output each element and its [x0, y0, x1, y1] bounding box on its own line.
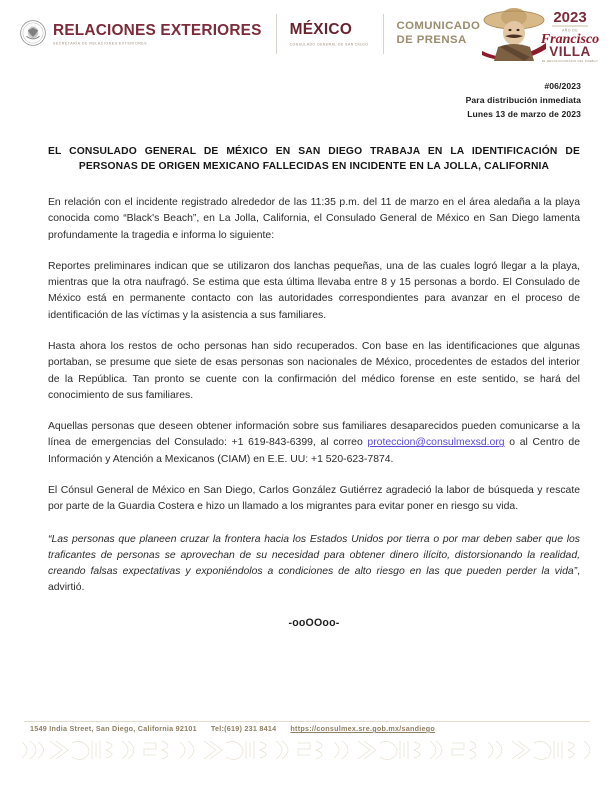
footer-website-link[interactable]: https://consulmex.sre.gob.mx/sandiego [290, 724, 436, 733]
release-reference-number: #06/2023 [544, 81, 581, 91]
footer-divider-rule [24, 721, 590, 722]
svg-text:2023: 2023 [553, 9, 587, 26]
document-header [0, 0, 614, 68]
sre-brand-block [53, 23, 262, 46]
consul-quote [48, 532, 580, 597]
document-footer [0, 713, 614, 785]
svg-text:EL REVOLUCIONARIO DEL PUEBLO: EL REVOLUCIONARIO DEL PUEBLO [542, 59, 599, 63]
paragraph-4 [48, 419, 580, 468]
paragraph-1: En relación con el incidente registrado alrededor de las 11:35 p.m. del 11 de marzo en el área aledaña a la playa conocida como “Black's Beach”, en La Jolla, California, el Consulado General de México en San Diego lamenta profundamente la tragedia e informa lo siguiente: [48, 197, 580, 241]
release-meta-block [0, 80, 614, 122]
sre-subtitle: SECRETARÍA DE RELACIONES EXTERIORES [53, 41, 148, 46]
comunicado-line-2: DE PRENSA [396, 34, 467, 46]
paragraph-4-text-after: o al Centro de Información y Atención a Mexicanos (CIAM) en E.E. UU: +1 520-623-7874. [48, 437, 580, 465]
page-title: EL CONSULADO GENERAL DE MÉXICO EN SAN DIEGO TRABAJA EN LA IDENTIFICACIÓN DE PERSONAS DE ORIGEN MEXICANO FALLECIDAS EN INCIDENTE EN LA JOLLA, CALIFORNIA [48, 145, 580, 173]
release-distribution-note: Para distribución inmediata [465, 94, 581, 105]
svg-text:Francisco: Francisco [541, 32, 600, 47]
press-release-body [0, 144, 614, 629]
protection-email-link[interactable]: proteccion@consulmexsd.org [367, 437, 505, 449]
mexico-title: MÉXICO [289, 21, 353, 39]
francisco-villa-2023-logo [480, 3, 608, 65]
comunicado-line-1: COMUNICADO [396, 20, 481, 33]
footer-phone: Tel:(619) 231 8414 [210, 724, 277, 733]
mexican-eagle-seal-icon [20, 20, 46, 46]
header-divider-1 [276, 14, 277, 54]
release-date: Lunes 13 de marzo de 2023 [467, 108, 581, 119]
paragraph-5: El Cónsul General de México en San Diego, Carlos González Gutiérrez agradeció la labor de búsqueda y rescate por parte de la Guardia Costera e hizo un llamado a los migrantes para evitar poner en riesgo su vida. [48, 484, 580, 513]
paragraph-4-text-before: Aquellas personas que deseen obtener información sobre sus familiares desaparecidos pueden comunicarse a la línea de emergencias del Consulado: +1 619-843-6399, al correo [48, 421, 580, 449]
comunicado-de-prensa-label [397, 20, 481, 48]
footer-contact-line [30, 724, 435, 733]
paragraph-2: Reportes preliminares indican que se utilizaron dos lanchas pequeñas, una de las cuales logró llegar a la playa, mientras que la otra naufragó. Se estima que esta última llevaba entre 8 y 15 personas a bordo. El Consulado de México está en permanente contacto con las autoridades correspondientes para avanzar en el proceso de identificación de las víctimas y la asistencia a sus familiares. [48, 260, 580, 321]
mexico-brand-block [290, 22, 369, 45]
footer-decorative-pattern [22, 739, 592, 761]
end-of-release-separator: -ooOOoo- [288, 616, 340, 629]
sre-title: RELACIONES EXTERIORES [53, 21, 262, 39]
paragraph-3: Hasta ahora los restos de ocho personas han sido recuperados. Con base en las identificaciones que algunas portaban, se presume que siete de esas personas son nacionales de México, procedentes de estados del interior de la República. Tan pronto se cuente con la confirmación del médico forense en este sentido, se hará del conocimiento de sus familiares. [48, 341, 580, 401]
header-divider-2 [383, 14, 384, 54]
consul-quote-text: “Las personas que planeen cruzar la frontera hacia los Estados Unidos por tierra o por mar deben saber que los traficantes de personas se aprovechan de su necesidad para obtener dinero ilícito, distorsionando la realidad, creando falsas expectativas y exponiéndolos a condiciones de alto riesgo en las que pueden perder la vida” [48, 533, 580, 578]
svg-text:VILLA: VILLA [549, 44, 592, 59]
mexico-subtitle: CONSULADO GENERAL DE SAN DIEGO [289, 41, 369, 47]
consul-quote-attribution: , advirtió. [48, 566, 580, 594]
footer-address: 1549 India Street, San Diego, California 92101 [30, 724, 197, 733]
svg-text:AÑO DE: AÑO DE [562, 28, 579, 33]
